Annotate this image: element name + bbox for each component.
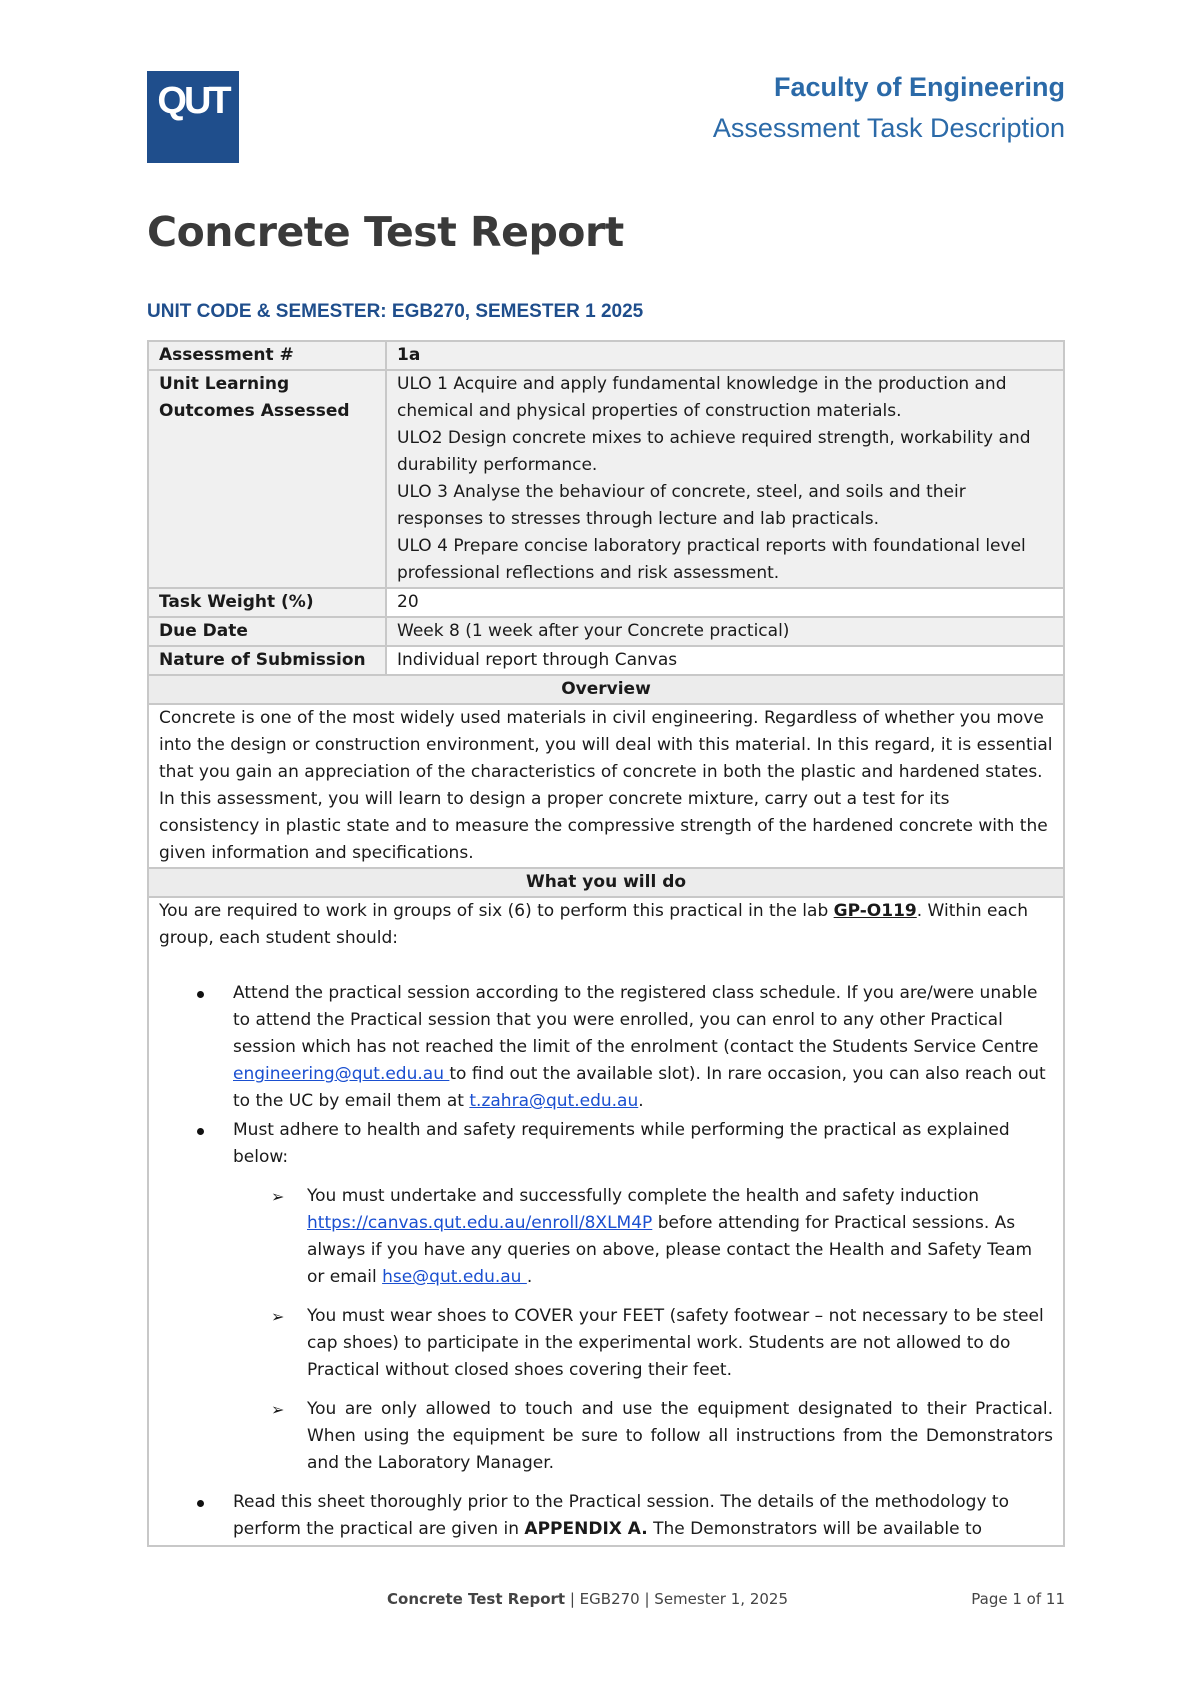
due-date-value: Week 8 (1 week after your Concrete practical) [386, 617, 1064, 646]
header-right [713, 72, 1065, 144]
submission-value: Individual report through Canvas [386, 646, 1064, 675]
bullet-text: to find out the available slot). In rare occasion, you can also reach out to the UC by email them at [233, 1064, 1046, 1111]
bullet-text: The Demonstrators will be available to [647, 1519, 983, 1539]
appendix-ref: APPENDIX A. [524, 1519, 648, 1539]
table-row [148, 897, 1064, 1546]
intro-text: You are required to work in groups of six (6) to perform this practical in the lab [159, 901, 834, 921]
what-you-will-do-heading: What you will do [148, 868, 1064, 897]
assessment-number-label: Assessment # [148, 341, 386, 370]
what-you-will-do-content [148, 897, 1064, 1546]
arrow-text: You must undertake and successfully complete the health and safety induction [307, 1186, 980, 1206]
task-weight-value: 20 [386, 588, 1064, 617]
arrow-bullet-icon: ➢ [271, 1400, 285, 1419]
ulo-item: ULO2 Design concrete mixes to achieve required strength, workability and durability performance. [397, 428, 1031, 475]
overview-heading: Overview [148, 675, 1064, 704]
document-type: Assessment Task Description [712, 113, 1065, 143]
submission-label: Nature of Submission [148, 646, 386, 675]
assessment-table [147, 340, 1065, 1547]
ulo-item: ULO 4 Prepare concise laboratory practical reports with foundational level professional reflections and risk assessment. [397, 536, 1026, 583]
intro-text-end: . Within each group, each student should: [159, 901, 1029, 948]
due-date-label: Due Date [148, 617, 386, 646]
assessment-number-value: 1a [386, 341, 1064, 370]
arrow-bullet-icon: ➢ [271, 1187, 285, 1206]
faculty-name: Faculty of Engineering [773, 72, 1065, 102]
arrow-text: before attending for Practical sessions. As always if you have any queries on above, please contact the Health and Safety Team or email [307, 1213, 1033, 1287]
table-row [148, 704, 1064, 868]
arrow-text: You must wear shoes to COVER your FEET (safety footwear – not necessary to be steel cap shoes) to participate in the experimental work. Students are not allowed to do Practical without closed shoes covering their feet. [307, 1306, 1044, 1380]
ulo-item: ULO 3 Analyse the behaviour of concrete, steel, and soils and their responses to stresses through lecture and lab practicals. [397, 482, 966, 529]
list-item [233, 980, 1053, 1115]
list-item [233, 1117, 1053, 1477]
arrow-text: . [526, 1267, 533, 1287]
table-row [148, 646, 1064, 675]
logo-text: QUT [157, 80, 229, 122]
unit-code-heading: UNIT CODE & SEMESTER: EGB270, SEMESTER 1 2025 [147, 301, 644, 322]
safety-list [233, 1183, 1053, 1477]
bullet-text: Attend the practical session according to the registered class schedule. If you are/were unable to attend the Practical session that you were enrolled, you can enrol to any other Practical session which has not reached the limit of the enrolment (contact the Students Service Centre [233, 983, 1039, 1057]
bullet-text: . [638, 1091, 644, 1111]
ulo-item: ULO 1 Acquire and apply fundamental knowledge in the production and chemical and physical properties of construction materials. [397, 374, 1007, 421]
list-item [271, 1303, 1053, 1384]
table-row [148, 675, 1064, 704]
table-row [148, 588, 1064, 617]
page-title: Concrete Test Report [147, 208, 624, 256]
requirements-list [159, 980, 1053, 1543]
ulo-list [386, 370, 1064, 588]
footer-doc-info [387, 1590, 788, 1608]
lab-room: GP-O119 [833, 901, 917, 921]
table-row [148, 370, 1064, 588]
uc-email-link[interactable]: t.zahra@qut.edu.au [469, 1091, 639, 1111]
page-number: Page 1 of 11 [971, 1590, 1065, 1608]
table-row [148, 868, 1064, 897]
todo-intro [159, 898, 1053, 952]
task-weight-label: Task Weight (%) [148, 588, 386, 617]
footer-doc-rest: | EGB270 | Semester 1, 2025 [565, 1590, 788, 1608]
overview-text: Concrete is one of the most widely used materials in civil engineering. Regardless of whether you move into the design or construction environment, you will deal with this material. In this regard, it is essential that you gain an appreciation of the characteristics of concrete in both the plastic and hardened states. In this assessment, you will learn to design a proper concrete mixture, carry out a test for its consistency in plastic state and to measure the compressive strength of the hardened concrete with the given information and specifications. [148, 704, 1064, 868]
hse-email-link[interactable]: hse@qut.edu.au [382, 1267, 527, 1287]
table-row [148, 617, 1064, 646]
ulo-label: Unit Learning Outcomes Assessed [148, 370, 386, 588]
arrow-text: You are only allowed to touch and use the equipment designated to their Practical. When using the equipment be sure to follow all instructions from the Demonstrators and the Laboratory Manager. [307, 1399, 1053, 1473]
engineering-email-link[interactable]: engineering@qut.edu.au [233, 1064, 450, 1084]
induction-link[interactable]: https://canvas.qut.edu.au/enroll/8XLM4P [307, 1213, 653, 1233]
list-item [271, 1396, 1053, 1477]
arrow-bullet-icon: ➢ [271, 1307, 285, 1326]
bullet-text: Read this sheet thoroughly prior to the Practical session. The details of the methodology to perform the practical are given in [233, 1492, 1009, 1539]
list-item [233, 1489, 1053, 1543]
bullet-text: Must adhere to health and safety requirements while performing the practical as explained below: [233, 1120, 1010, 1167]
table-row [148, 341, 1064, 370]
qut-logo [147, 71, 239, 163]
footer-doc-name: Concrete Test Report [387, 1590, 566, 1608]
list-item [271, 1183, 1053, 1291]
